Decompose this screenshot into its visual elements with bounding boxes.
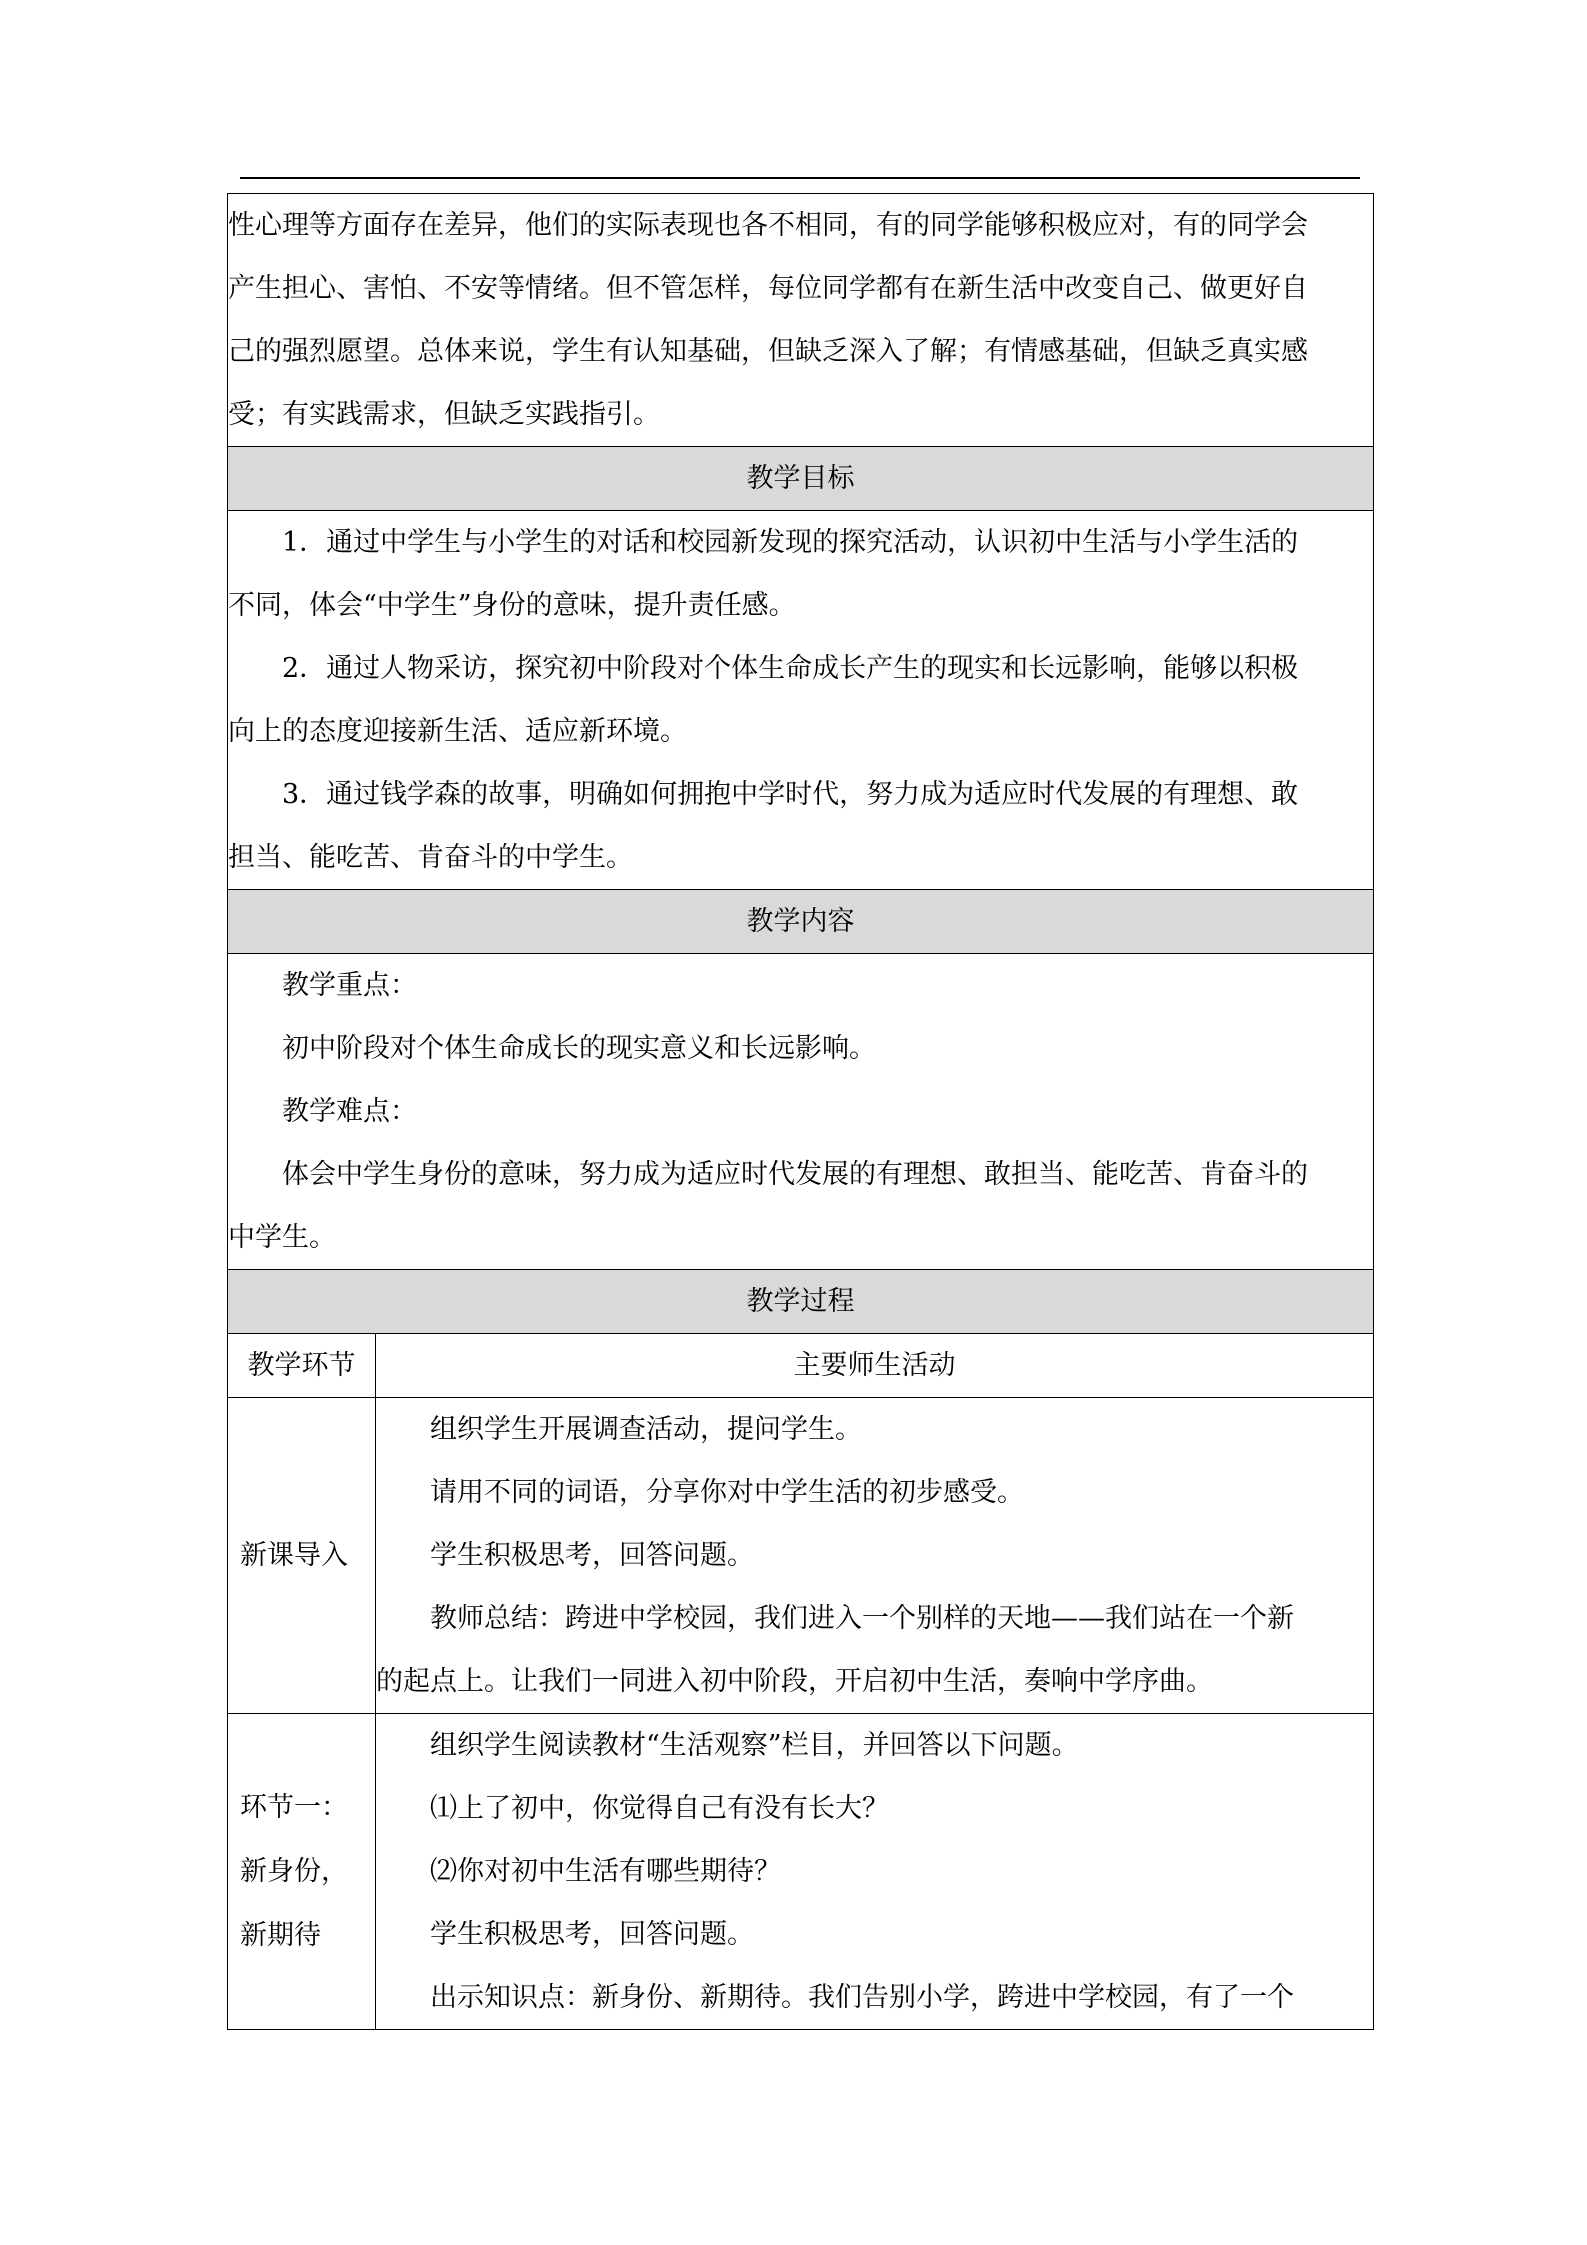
- column-header-activity: 主要师生活动: [376, 1334, 1374, 1398]
- activity-line: 组织学生阅读教材“生活观察”栏目，并回答以下问题。: [430, 1730, 1079, 1761]
- activity-line: 出示知识点：新身份、新期待。我们告别小学，跨进中学校园，有了一个: [430, 1982, 1294, 2013]
- section-title-process: 教学过程: [228, 1270, 1374, 1334]
- activity-line: 教师总结：跨进中学校园，我们进入一个别样的天地——我们站在一个新: [430, 1603, 1294, 1634]
- goals-header-row: [228, 447, 1374, 511]
- intro-line: 产生担心、害怕、不安等情绪。但不管怎样，每位同学都有在新生活中改变自己、做更好自: [228, 273, 1308, 304]
- activity-cell: [376, 1398, 1374, 1714]
- process-header-row: [228, 1270, 1374, 1334]
- activity-line: 的起点上。让我们一同进入初中阶段，开启初中生活，奏响中学序曲。: [376, 1666, 1213, 1697]
- activity-cell: [376, 1714, 1374, 2030]
- content-row: [228, 954, 1374, 1270]
- activity-line: ⑵你对初中生活有哪些期待？: [430, 1856, 781, 1887]
- intro-line: 性心理等方面存在差异，他们的实际表现也各不相同，有的同学能够积极应对，有的同学会: [228, 210, 1308, 241]
- stage-name: 新课导入: [228, 1398, 376, 1714]
- activity-line: 组织学生开展调查活动，提问学生。: [430, 1414, 862, 1445]
- process-column-header-row: [228, 1334, 1374, 1398]
- content-header-row: [228, 890, 1374, 954]
- activity-line: 请用不同的词语，分享你对中学生活的初步感受。: [430, 1477, 1024, 1508]
- stage-name-line: 环节一：: [240, 1792, 348, 1823]
- difficulty-text: 中学生。: [228, 1222, 336, 1253]
- key-point-label: 教学重点：: [282, 970, 417, 1001]
- difficulty-text: 体会中学生身份的意味，努力成为适应时代发展的有理想、敢担当、能吃苦、肯奋斗的: [282, 1159, 1308, 1190]
- key-point-text: 初中阶段对个体生命成长的现实意义和长远影响。: [282, 1033, 876, 1064]
- table-row: [228, 1714, 1374, 2030]
- goal-line: 向上的态度迎接新生活、适应新环境。: [228, 716, 687, 747]
- section-title-goals: 教学目标: [228, 447, 1374, 511]
- goal-line: 1．通过中学生与小学生的对话和校园新发现的探究活动，认识初中生活与小学生活的: [282, 527, 1299, 558]
- stage-name-line: 新期待: [240, 1920, 321, 1951]
- learner-analysis-cell: [228, 194, 1374, 447]
- header-rule: [240, 177, 1360, 179]
- activity-line: 学生积极思考，回答问题。: [430, 1919, 754, 1950]
- goal-line: 2．通过人物采访，探究初中阶段对个体生命成长产生的现实和长远影响，能够以积极: [282, 653, 1299, 684]
- stage-name: [228, 1714, 376, 2030]
- activity-line: ⑴上了初中，你觉得自己有没有长大？: [430, 1793, 889, 1824]
- goals-row: [228, 511, 1374, 890]
- table-row: [228, 1398, 1374, 1714]
- goal-line: 担当、能吃苦、肯奋斗的中学生。: [228, 842, 633, 873]
- section-title-content: 教学内容: [228, 890, 1374, 954]
- intro-line: 受；有实践需求，但缺乏实践指引。: [228, 399, 660, 430]
- stage-name-line: 新身份，: [240, 1856, 348, 1887]
- intro-row: [228, 194, 1374, 447]
- goals-cell: [228, 511, 1374, 890]
- goal-line: 不同，体会“中学生”身份的意味，提升责任感。: [228, 590, 796, 621]
- content-cell: [228, 954, 1374, 1270]
- activity-line: 学生积极思考，回答问题。: [430, 1540, 754, 1571]
- goal-line: 3．通过钱学森的故事，明确如何拥抱中学时代，努力成为适应时代发展的有理想、敢: [282, 779, 1299, 810]
- difficulty-label: 教学难点：: [282, 1096, 417, 1127]
- column-header-stage: 教学环节: [228, 1334, 376, 1398]
- lesson-plan-table: [227, 193, 1374, 2030]
- intro-line: 己的强烈愿望。总体来说，学生有认知基础，但缺乏深入了解；有情感基础，但缺乏真实感: [228, 336, 1308, 367]
